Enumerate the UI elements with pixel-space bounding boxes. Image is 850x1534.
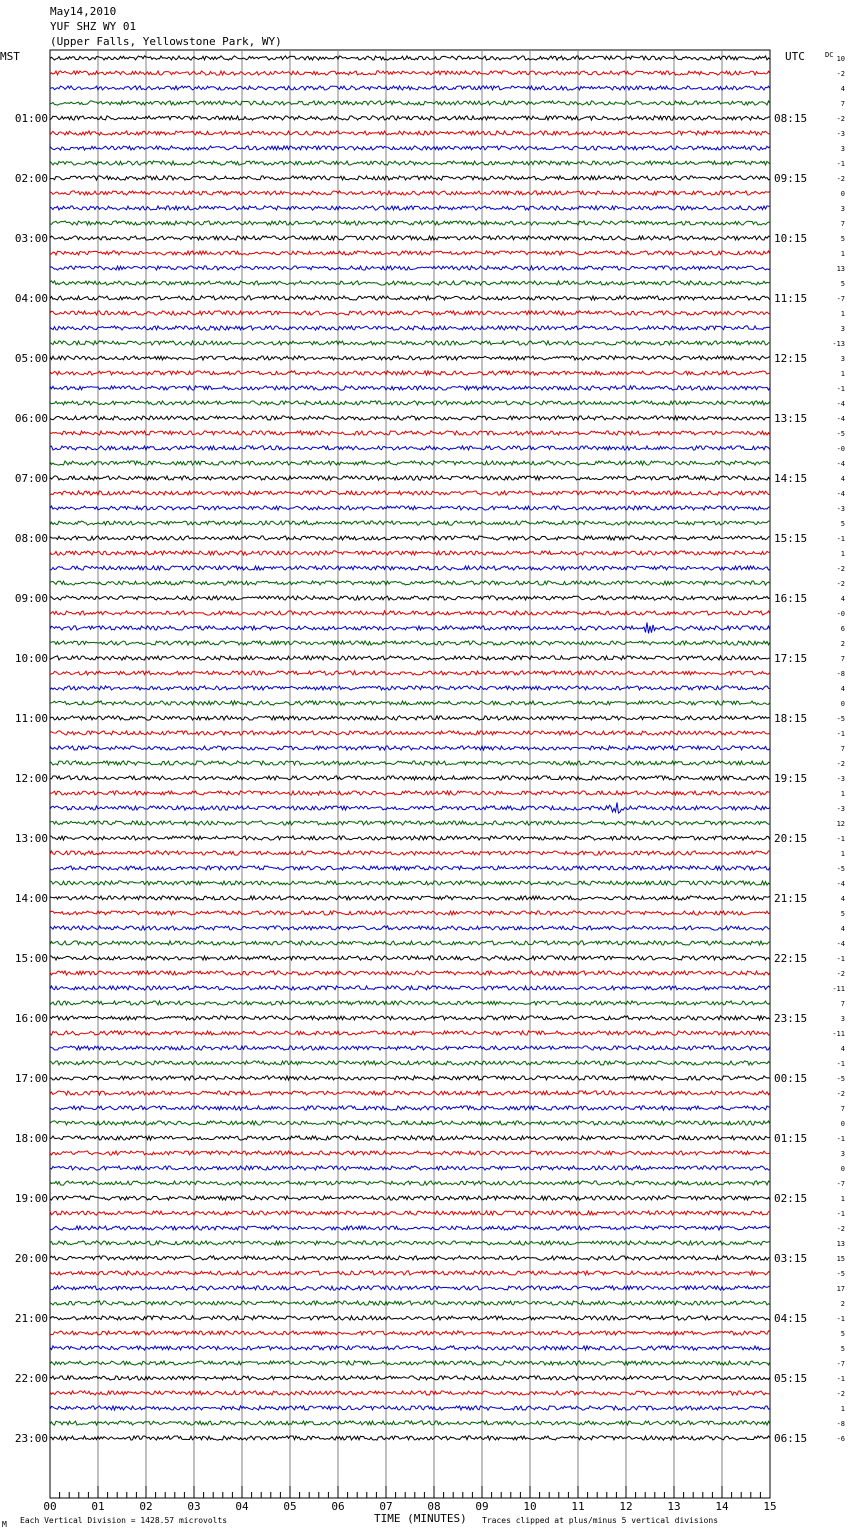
dc-offset-label: -1 (836, 1210, 845, 1218)
seismic-trace (50, 506, 770, 510)
x-tick-label: 15 (763, 1500, 777, 1513)
seismic-trace (50, 311, 770, 315)
right-time-label: 18:15 (774, 712, 808, 725)
dc-offset-label: -4 (836, 400, 845, 408)
seismic-trace (50, 131, 770, 135)
seismic-trace (50, 476, 770, 480)
seismic-trace (50, 491, 770, 495)
seismic-trace (50, 1076, 770, 1080)
seismic-trace (50, 776, 770, 780)
dc-offset-label: 12 (836, 820, 845, 828)
dc-offset-label: 7 (840, 220, 845, 228)
seismic-trace (50, 851, 770, 855)
x-tick-label: 06 (331, 1500, 345, 1513)
dc-offset-label: 1 (840, 850, 845, 858)
dc-offset-label: -6 (836, 1435, 845, 1443)
dc-offset-label: -1 (836, 1375, 845, 1383)
seismic-trace (50, 1001, 770, 1005)
seismic-trace (50, 566, 770, 570)
seismic-trace (50, 386, 770, 390)
seismic-trace (50, 1211, 770, 1215)
seismic-trace (50, 1391, 770, 1395)
x-tick-label: 11 (571, 1500, 585, 1513)
dc-offset-label: 17 (836, 1285, 845, 1293)
seismic-trace (50, 622, 770, 633)
dc-offset-label: 3 (840, 325, 845, 333)
seismic-trace (50, 1331, 770, 1335)
left-time-label: 14:00 (14, 892, 48, 905)
seismic-trace (50, 926, 770, 930)
right-time-label: 06:15 (774, 1432, 808, 1445)
dc-offset-label: -8 (836, 1420, 845, 1428)
seismic-trace (50, 1106, 770, 1110)
left-time-label: 22:00 (14, 1372, 48, 1385)
seismic-trace (50, 1421, 770, 1425)
dc-offset-label: -4 (836, 460, 845, 468)
dc-offset-label: 1 (840, 550, 845, 558)
x-axis-title: TIME (MINUTES) (374, 1512, 467, 1525)
right-time-label: 20:15 (774, 832, 808, 845)
right-time-label: 16:15 (774, 592, 808, 605)
right-time-label: 22:15 (774, 952, 808, 965)
seismic-trace (50, 1316, 770, 1320)
right-time-label: 02:15 (774, 1192, 808, 1205)
dc-offset-label: 3 (840, 145, 845, 153)
clip-note: Traces clipped at plus/minus 5 vertical divisions (482, 1516, 719, 1525)
left-time-label: 10:00 (14, 652, 48, 665)
seismic-trace (50, 701, 770, 705)
seismic-trace (50, 611, 770, 615)
dc-offset-label: -3 (836, 775, 845, 783)
seismic-trace (50, 371, 770, 375)
dc-offset-label: -1 (836, 835, 845, 843)
x-tick-label: 08 (427, 1500, 441, 1513)
left-time-label: 12:00 (14, 772, 48, 785)
dc-offset-label: 3 (840, 1150, 845, 1158)
right-time-label: 12:15 (774, 352, 808, 365)
x-tick-label: 05 (283, 1500, 297, 1513)
seismic-trace (50, 956, 770, 960)
dc-offset-label: -1 (836, 160, 845, 168)
dc-offset-label: 2 (840, 1300, 845, 1308)
dc-offset-label: 1 (840, 1195, 845, 1203)
right-time-label: 00:15 (774, 1072, 808, 1085)
dc-offset-label: 3 (840, 1015, 845, 1023)
seismic-trace (50, 911, 770, 915)
dc-offset-label: -2 (836, 760, 845, 768)
dc-offset-label: 4 (840, 1045, 845, 1053)
seismic-trace (50, 671, 770, 675)
dc-offset-label: 3 (840, 355, 845, 363)
seismic-trace (50, 146, 770, 150)
seismic-trace (50, 296, 770, 300)
seismic-trace (50, 761, 770, 765)
left-time-label: 11:00 (14, 712, 48, 725)
dc-offset-label: -4 (836, 880, 845, 888)
dc-offset-label: 5 (840, 520, 845, 528)
seismic-trace (50, 1346, 770, 1350)
dc-offset-label: 1 (840, 370, 845, 378)
seismic-trace (50, 1241, 770, 1245)
right-time-label: 03:15 (774, 1252, 808, 1265)
seismic-trace (50, 101, 770, 105)
right-time-label: 01:15 (774, 1132, 808, 1145)
seismic-trace (50, 191, 770, 195)
dc-offset-label: -5 (836, 430, 845, 438)
seismic-trace (50, 791, 770, 795)
dc-offset-label: 5 (840, 280, 845, 288)
seismic-trace (50, 221, 770, 225)
seismic-trace (50, 1436, 770, 1440)
seismic-trace (50, 941, 770, 945)
seismic-trace (50, 1151, 770, 1155)
right-time-label: 05:15 (774, 1372, 808, 1385)
seismic-trace (50, 416, 770, 420)
dc-offset-label: 1 (840, 310, 845, 318)
left-time-label: 18:00 (14, 1132, 48, 1145)
left-time-label: 07:00 (14, 472, 48, 485)
dc-offset-label: 4 (840, 895, 845, 903)
seismic-trace (50, 881, 770, 885)
dc-offset-label: -8 (836, 670, 845, 678)
right-time-label: 23:15 (774, 1012, 808, 1025)
left-time-label: 05:00 (14, 352, 48, 365)
dc-offset-label: -5 (836, 1075, 845, 1083)
seismic-trace (50, 431, 770, 435)
dc-offset-label: 5 (840, 1330, 845, 1338)
dc-offset-label: 0 (840, 1165, 845, 1173)
scale-note: Each Vertical Division = 1428.57 microvolts (20, 1516, 228, 1525)
left-time-label: 17:00 (14, 1072, 48, 1085)
dc-offset-label: 4 (840, 475, 845, 483)
x-tick-label: 04 (235, 1500, 249, 1513)
dc-offset-label: -3 (836, 505, 845, 513)
x-tick-label: 01 (91, 1500, 105, 1513)
seismic-trace (50, 1031, 770, 1035)
dc-offset-label: 0 (840, 1120, 845, 1128)
dc-offset-label: -2 (836, 1225, 845, 1233)
dc-offset-label: -2 (836, 70, 845, 78)
x-tick-label: 09 (475, 1500, 489, 1513)
record-date: May14,2010 (50, 5, 117, 18)
seismic-trace (50, 746, 770, 750)
dc-offset-label: -2 (836, 1090, 845, 1098)
right-time-label: 17:15 (774, 652, 808, 665)
seismic-trace (50, 1121, 770, 1125)
dc-offset-label: -5 (836, 1270, 845, 1278)
dc-header-label: DC (825, 51, 834, 59)
seismic-trace (50, 266, 770, 270)
seismic-trace (50, 581, 770, 585)
dc-offset-label: -1 (836, 385, 845, 393)
dc-offset-label: 6 (840, 625, 845, 633)
x-tick-label: 02 (139, 1500, 153, 1513)
x-tick-label: 14 (715, 1500, 729, 1513)
dc-offset-label: -0 (836, 445, 845, 453)
dc-offset-label: -3 (836, 130, 845, 138)
right-time-label: 15:15 (774, 532, 808, 545)
dc-offset-label: -2 (836, 970, 845, 978)
seismic-trace (50, 656, 770, 660)
right-time-label: 08:15 (774, 112, 808, 125)
seismic-trace (50, 551, 770, 555)
right-time-label: 09:15 (774, 172, 808, 185)
dc-offset-label: -1 (836, 1060, 845, 1068)
seismic-trace (50, 341, 770, 345)
x-tick-label: 07 (379, 1500, 393, 1513)
seismic-trace (50, 596, 770, 600)
seismic-trace (50, 1256, 770, 1260)
seismic-trace (50, 1271, 770, 1275)
seismic-trace (50, 236, 770, 240)
seismic-trace (50, 1226, 770, 1230)
right-time-label: 11:15 (774, 292, 808, 305)
dc-offset-label: -4 (836, 940, 845, 948)
dc-offset-label: -3 (836, 805, 845, 813)
seismic-trace (50, 971, 770, 975)
seismic-trace (50, 1301, 770, 1305)
dc-offset-label: -2 (836, 565, 845, 573)
dc-offset-label: 5 (840, 235, 845, 243)
x-tick-label: 00 (43, 1500, 57, 1513)
dc-offset-label: 4 (840, 595, 845, 603)
seismic-trace (50, 1406, 770, 1410)
dc-offset-label: -4 (836, 415, 845, 423)
dc-offset-label: 1 (840, 790, 845, 798)
dc-offset-label: -1 (836, 1315, 845, 1323)
seismic-trace (50, 641, 770, 645)
seismic-trace (50, 251, 770, 255)
dc-offset-label: 13 (836, 1240, 845, 1248)
seismic-trace (50, 116, 770, 120)
seismic-trace (50, 521, 770, 525)
dc-offset-label: 5 (840, 910, 845, 918)
seismic-trace (50, 1181, 770, 1185)
dc-offset-label: 10 (836, 55, 845, 63)
seismic-trace (50, 446, 770, 450)
seismic-trace (50, 1061, 770, 1065)
seismic-trace (50, 536, 770, 540)
dc-offset-label: 4 (840, 925, 845, 933)
right-time-label: 14:15 (774, 472, 808, 485)
left-timezone-label: MST (0, 50, 20, 63)
dc-offset-label: -1 (836, 1135, 845, 1143)
x-tick-label: 13 (667, 1500, 681, 1513)
dc-offset-label: -0 (836, 610, 845, 618)
seismic-trace (50, 461, 770, 465)
left-time-label: 02:00 (14, 172, 48, 185)
dc-offset-label: -2 (836, 1390, 845, 1398)
seismic-trace (50, 86, 770, 90)
station-code: YUF SHZ WY 01 (50, 20, 137, 33)
seismic-trace (50, 686, 770, 690)
right-time-label: 21:15 (774, 892, 808, 905)
dc-offset-label: 7 (840, 1000, 845, 1008)
dc-offset-label: 4 (840, 85, 845, 93)
left-time-label: 21:00 (14, 1312, 48, 1325)
seismic-trace (50, 281, 770, 285)
dc-offset-label: 7 (840, 100, 845, 108)
left-time-label: 19:00 (14, 1192, 48, 1205)
dc-offset-label: 7 (840, 1105, 845, 1113)
dc-offset-label: -2 (836, 115, 845, 123)
seismic-trace (50, 206, 770, 210)
dc-offset-label: 5 (840, 1345, 845, 1353)
left-time-label: 15:00 (14, 952, 48, 965)
dc-offset-label: 1 (840, 1405, 845, 1413)
dc-offset-label: 15 (836, 1255, 845, 1263)
station-location: (Upper Falls, Yellowstone Park, WY) (50, 35, 282, 48)
left-time-label: 16:00 (14, 1012, 48, 1025)
seismic-trace (50, 986, 770, 990)
seismic-trace (50, 1046, 770, 1050)
dc-offset-label: 2 (840, 640, 845, 648)
left-time-label: 20:00 (14, 1252, 48, 1265)
dc-offset-label: -11 (832, 985, 845, 993)
right-time-label: 13:15 (774, 412, 808, 425)
seismic-trace (50, 1361, 770, 1365)
dc-offset-label: 13 (836, 265, 845, 273)
seismic-trace (50, 71, 770, 75)
seismic-trace (50, 1196, 770, 1200)
seismic-trace (50, 896, 770, 900)
dc-offset-label: 4 (840, 685, 845, 693)
seismic-trace (50, 803, 770, 814)
seismic-trace (50, 56, 770, 60)
dc-offset-label: -7 (836, 1180, 845, 1188)
seismic-trace (50, 821, 770, 825)
left-time-label: 23:00 (14, 1432, 48, 1445)
seismic-trace (50, 731, 770, 735)
seismic-trace (50, 836, 770, 840)
seismic-trace (50, 1136, 770, 1140)
seismic-trace (50, 1376, 770, 1380)
dc-offset-label: 7 (840, 745, 845, 753)
left-time-label: 08:00 (14, 532, 48, 545)
left-time-label: 03:00 (14, 232, 48, 245)
dc-offset-label: 0 (840, 700, 845, 708)
dc-offset-label: 7 (840, 655, 845, 663)
left-time-label: 09:00 (14, 592, 48, 605)
right-time-label: 19:15 (774, 772, 808, 785)
seismic-trace (50, 1286, 770, 1290)
dc-offset-label: -13 (832, 340, 845, 348)
left-time-label: 04:00 (14, 292, 48, 305)
corner-mark: M (2, 1520, 7, 1529)
dc-offset-label: -2 (836, 580, 845, 588)
seismic-trace (50, 866, 770, 870)
dc-offset-label: 3 (840, 205, 845, 213)
x-tick-label: 12 (619, 1500, 633, 1513)
right-timezone-label: UTC (785, 50, 805, 63)
seismic-trace (50, 356, 770, 360)
dc-offset-label: -5 (836, 865, 845, 873)
seismic-trace (50, 401, 770, 405)
seismic-trace (50, 326, 770, 330)
dc-offset-label: -1 (836, 955, 845, 963)
left-time-label: 06:00 (14, 412, 48, 425)
right-time-label: 04:15 (774, 1312, 808, 1325)
x-tick-label: 03 (187, 1500, 201, 1513)
dc-offset-label: -1 (836, 535, 845, 543)
dc-offset-label: -7 (836, 1360, 845, 1368)
seismic-trace (50, 1016, 770, 1020)
seismic-trace (50, 176, 770, 180)
dc-offset-label: -1 (836, 730, 845, 738)
dc-offset-label: -2 (836, 175, 845, 183)
seismic-trace (50, 1166, 770, 1170)
right-time-label: 10:15 (774, 232, 808, 245)
seismic-trace (50, 1091, 770, 1095)
left-time-label: 13:00 (14, 832, 48, 845)
seismic-trace (50, 161, 770, 165)
x-tick-label: 10 (523, 1500, 537, 1513)
dc-offset-label: 0 (840, 190, 845, 198)
dc-offset-label: -11 (832, 1030, 845, 1038)
dc-offset-label: -4 (836, 490, 845, 498)
dc-offset-label: 1 (840, 250, 845, 258)
dc-offset-label: -5 (836, 715, 845, 723)
dc-offset-label: -7 (836, 295, 845, 303)
left-time-label: 01:00 (14, 112, 48, 125)
seismic-trace (50, 716, 770, 720)
